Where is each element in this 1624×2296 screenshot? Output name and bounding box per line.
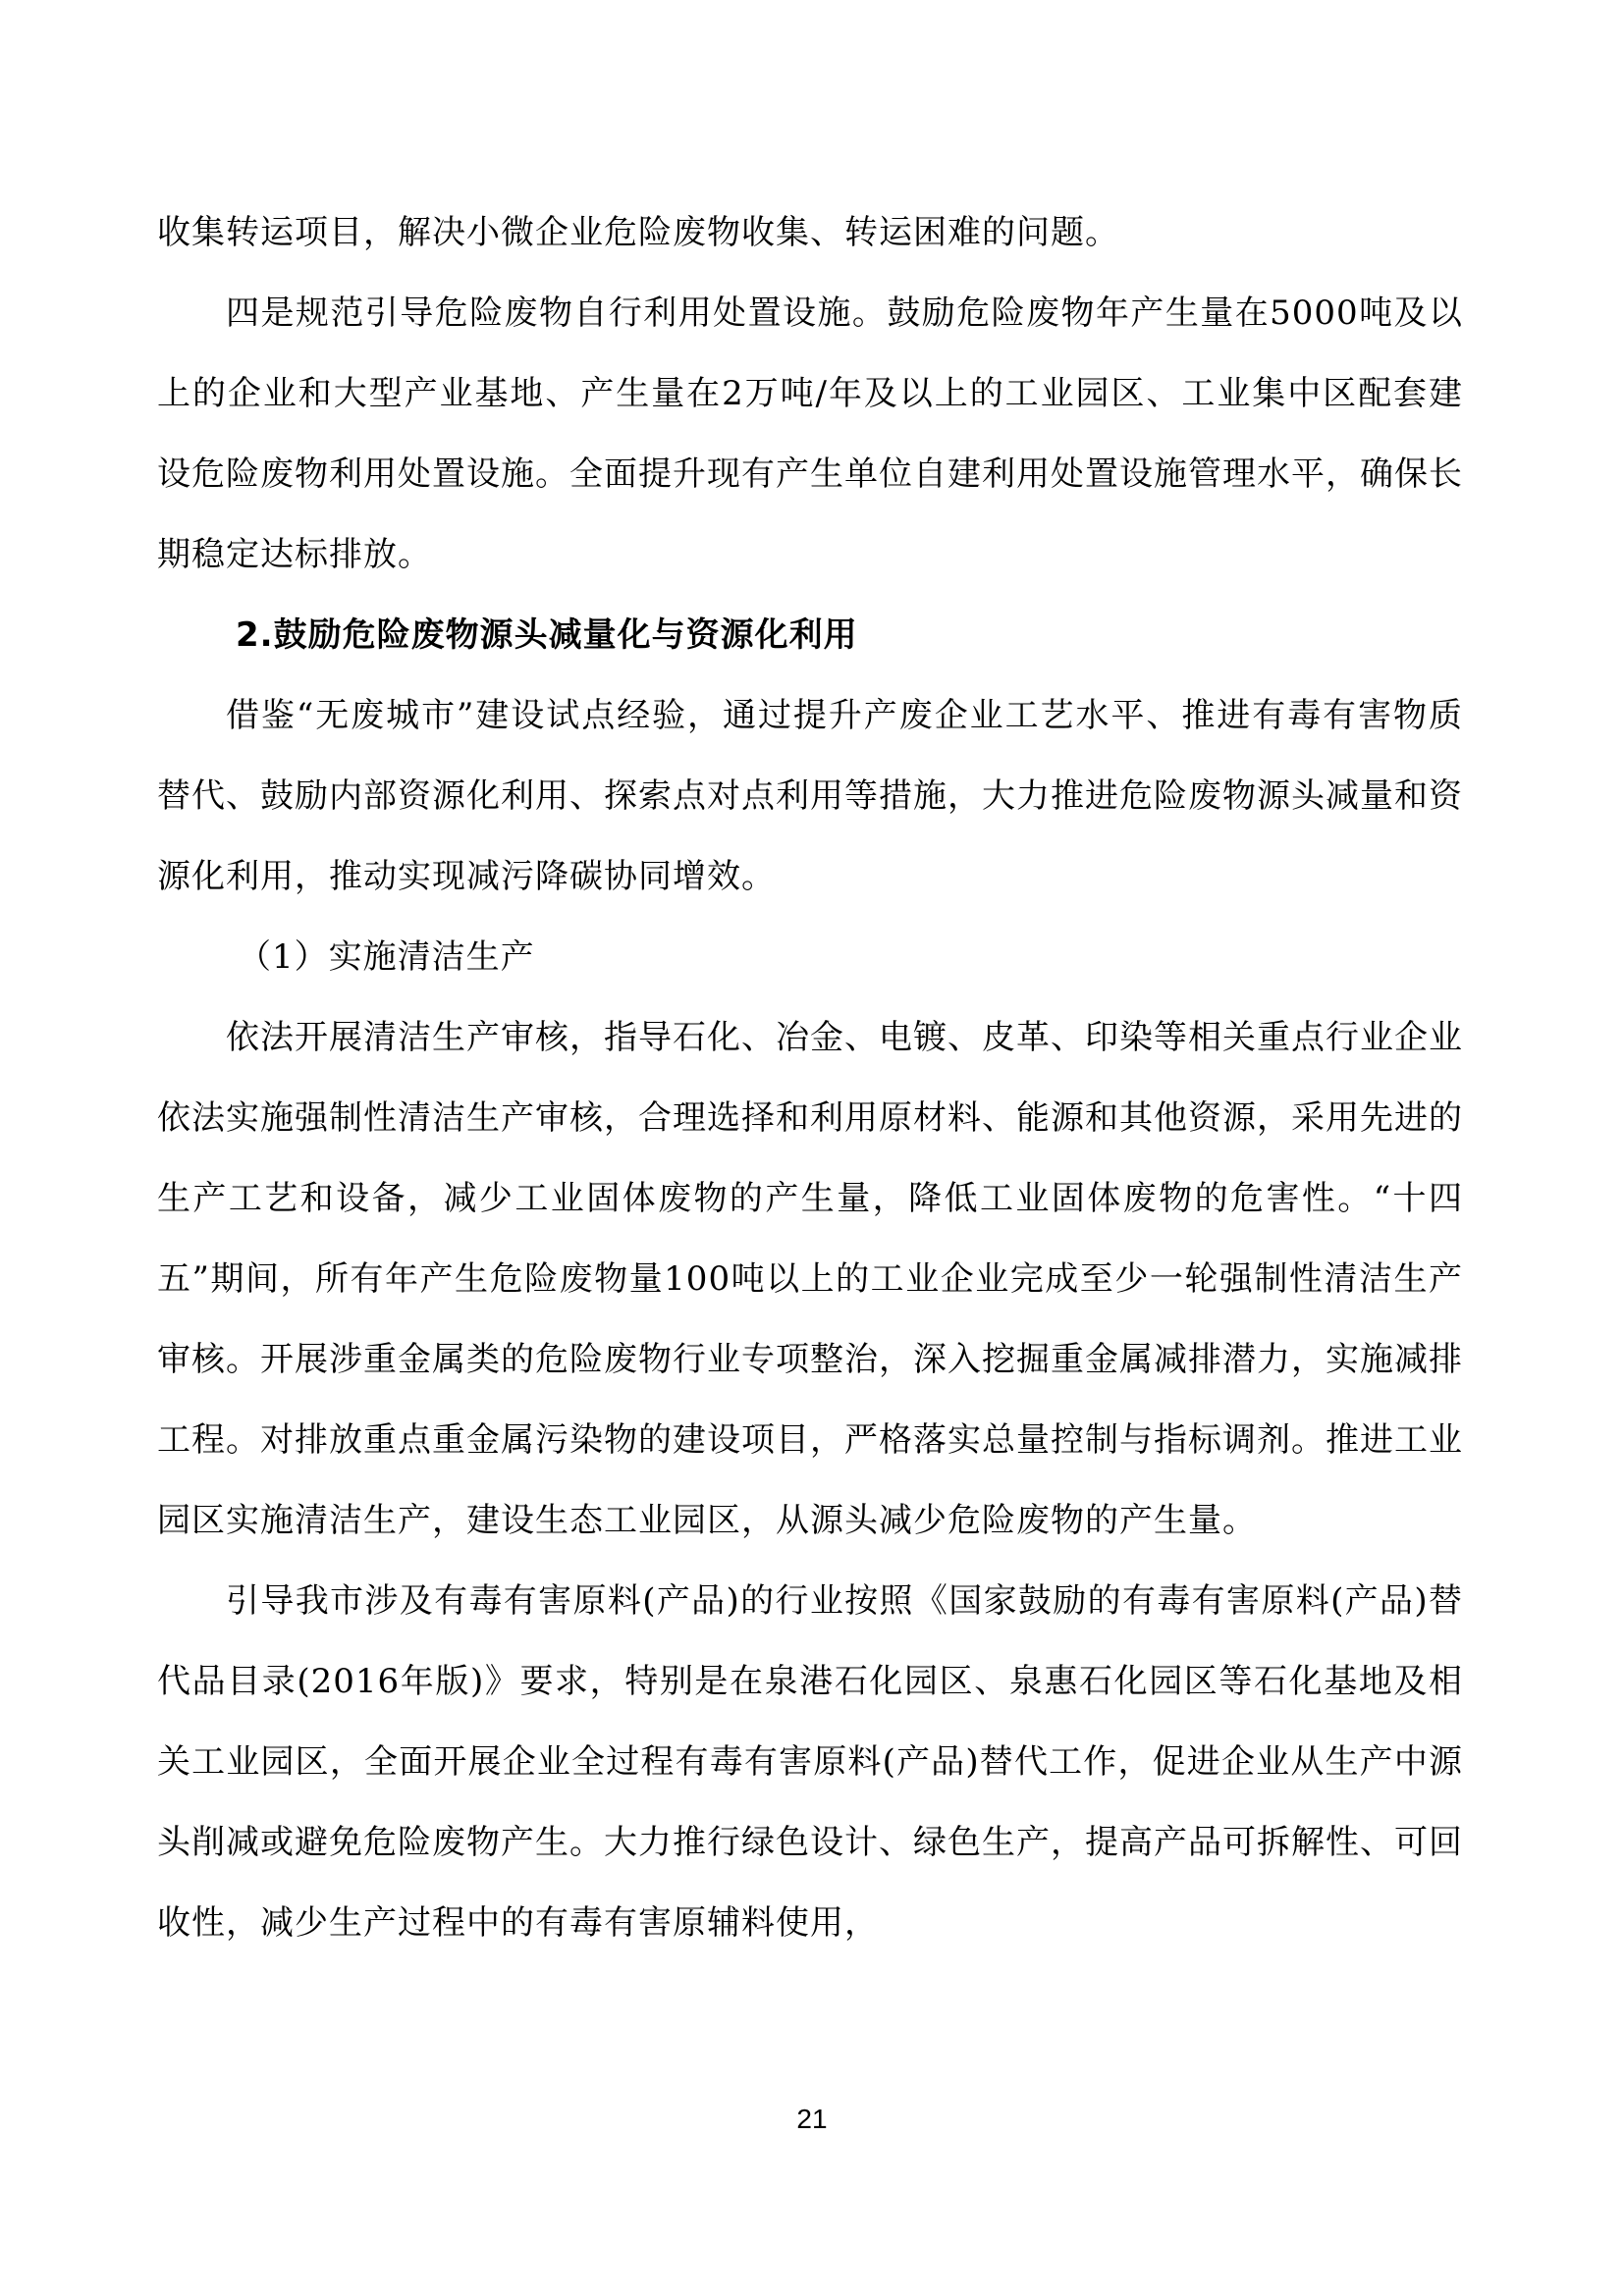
paragraph-toxic-substitution: 引导我市涉及有毒有害原料(产品)的行业按照《国家鼓励的有毒有害原料(产品)替代品目录(2016年版)》要求，特别是在泉港石化园区、泉惠石化园区等石化基地及相关工业园区，全面开展企业全过程有毒有害原料(产品)替代工作，促进企业从生产中源头削减或避免危险废物产生。大力推行绿色设计、绿色生产，提高产品可拆解性、可回收性，减少生产过程中的有毒有害原辅料使用， [157,1581,1463,1943]
paragraph-clean-production: 依法开展清洁生产审核，指导石化、冶金、电镀、皮革、印染等相关重点行业企业依法实施强制性清洁生产审核，合理选择和利用原材料、能源和其他资源，采用先进的生产工艺和设备，减少工业固体废物的产生量，降低工业固体废物的危害性。“十四五”期间，所有年产生危险废物量100吨以上的工业企业完成至少一轮强制性清洁生产审核。开展涉重金属类的危险废物行业专项整治，深入挖掘重金属减排潜力，实施减排工程。对排放重点重金属污染物的建设项目，严格落实总量控制与指标调剂。推进工业园区实施清洁生产，建设生态工业园区，从源头减少危险废物的产生量。 [157,1018,1463,1540]
subsection-heading: （1）实施清洁生产 [238,937,535,977]
paragraph-continuation: 收集转运项目，解决小微企业危险废物收集、转运困难的问题。 [157,213,1119,252]
body-text [157,192,1463,1963]
page-number: 21 [796,2104,828,2134]
section-heading: 2.鼓励危险废物源头减量化与资源化利用 [236,615,858,655]
paragraph-self-disposal-facilities: 四是规范引导危险废物自行利用处置设施。鼓励危险废物年产生量在5000吨及以上的企业和大型产业基地、产生量在2万吨/年及以上的工业园区、工业集中区配套建设危险废物利用处置设施。全面提升现有产生单位自建利用处置设施管理水平，确保长期稳定达标排放。 [157,294,1463,574]
paragraph-waste-reduction: 借鉴“无废城市”建设试点经验，通过提升产废企业工艺水平、推进有毒有害物质替代、鼓励内部资源化利用、探索点对点利用等措施，大力推进危险废物源头减量和资源化利用，推动实现减污降碳协同增效。 [157,696,1463,896]
